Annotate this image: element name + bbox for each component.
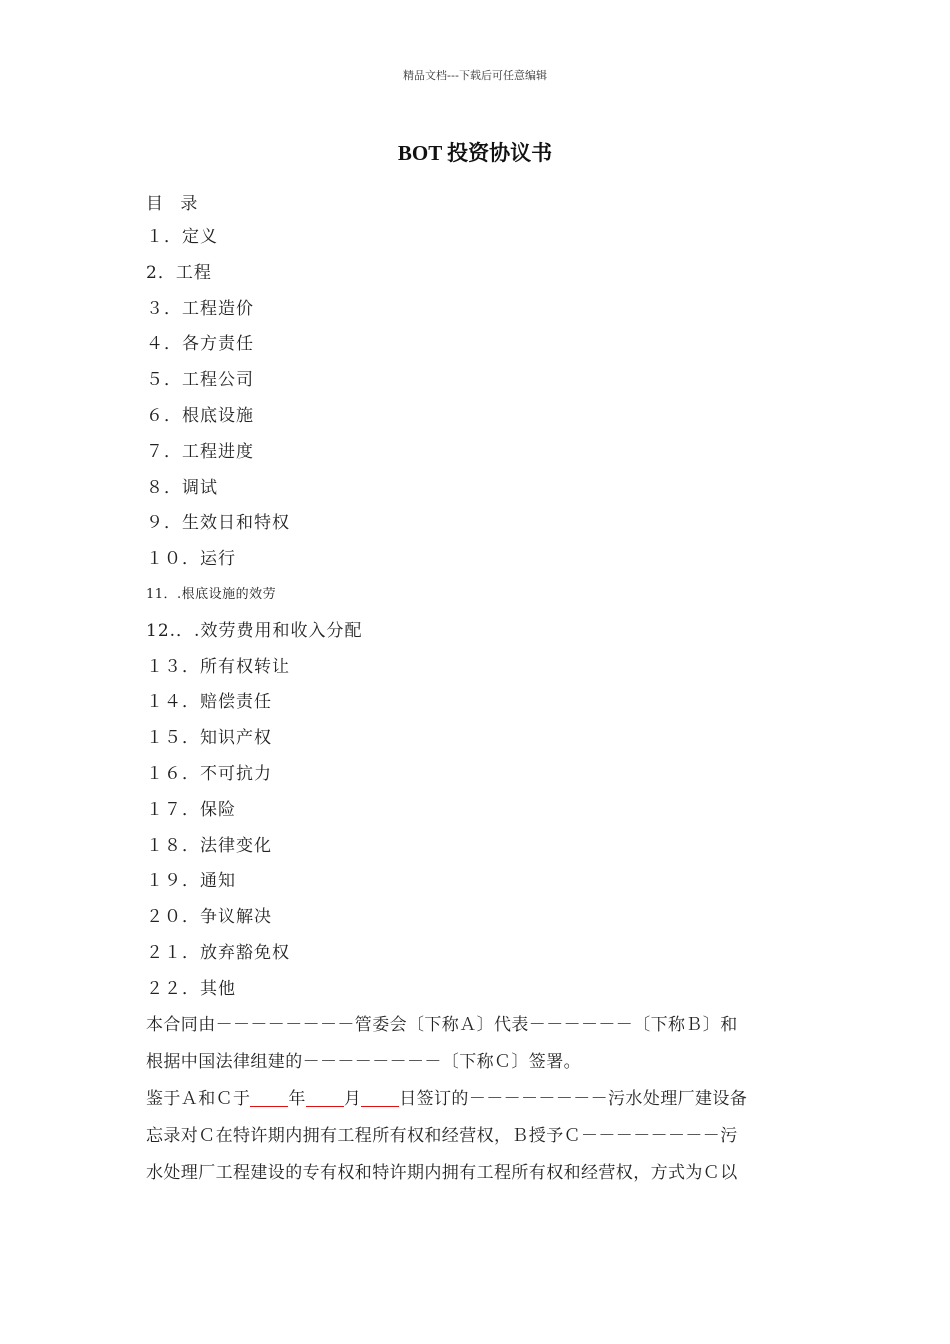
toc-item: ６．根底设施 (146, 405, 254, 426)
toc-item: ８．调试 (146, 477, 218, 498)
year-blank (250, 1090, 288, 1107)
toc-item: １４．赔偿责任 (146, 692, 272, 713)
contract-body (146, 1010, 812, 1195)
page-header: 精品文档---下载后可任意编辑 (403, 69, 547, 82)
body-paragraph-line: 水处理厂工程建设的专有权和特许期内拥有工程所有权和经营权，方式为Ｃ以 (146, 1163, 738, 1183)
toc-item: 11．.根底设施的效劳 (146, 586, 277, 602)
body-paragraph-line: 根据中国法律组建的－－－－－－－－〔下称Ｃ〕签署。 (146, 1052, 581, 1072)
month-blank (306, 1090, 344, 1107)
body-paragraph-line: 忘录对Ｃ在特许期内拥有工程所有权和经营权，Ｂ授予Ｃ－－－－－－－－污 (146, 1126, 738, 1146)
body-text-segment: 年 (288, 1089, 306, 1109)
toc-item: ３．工程造价 (146, 298, 254, 319)
toc-item: ２１．放弃豁免权 (146, 942, 290, 963)
table-of-contents (146, 224, 362, 1012)
toc-item: ２２．其他 (146, 978, 236, 999)
body-text-segment: 鉴于Ａ和Ｃ于 (146, 1089, 251, 1109)
day-blank (361, 1090, 399, 1107)
document-title: BOT 投资协议书 (397, 141, 553, 165)
toc-item: ５．工程公司 (146, 370, 254, 391)
toc-heading: 目 录 (146, 194, 204, 214)
body-text-segment: 日签订的－－－－－－－－污水处理厂建设备 (399, 1089, 748, 1109)
toc-item: ４．各方责任 (146, 334, 254, 355)
toc-item: ９．生效日和特权 (146, 513, 290, 534)
toc-item: 12.．.效劳费用和收入分配 (146, 620, 363, 641)
toc-item: 2．工程 (146, 262, 212, 283)
toc-item: ７．工程进度 (146, 441, 254, 462)
body-paragraph-line (146, 1084, 812, 1121)
toc-item: １．定义 (146, 227, 218, 247)
body-text-segment: 月 (343, 1089, 362, 1109)
toc-item: １９．通知 (146, 871, 236, 892)
toc-item: １８．法律变化 (146, 835, 272, 856)
toc-item: １７．保险 (146, 799, 236, 820)
toc-item: １５．知识产权 (146, 728, 272, 749)
toc-item: １６．不可抗力 (146, 763, 272, 784)
toc-item: １０．运行 (146, 549, 236, 570)
toc-item: ２０．争议解决 (146, 907, 272, 928)
body-paragraph-line: 本合同由－－－－－－－－管委会〔下称Ａ〕代表－－－－－－〔下称Ｂ〕和 (146, 1015, 738, 1035)
toc-item: １３．所有权转让 (146, 656, 290, 677)
